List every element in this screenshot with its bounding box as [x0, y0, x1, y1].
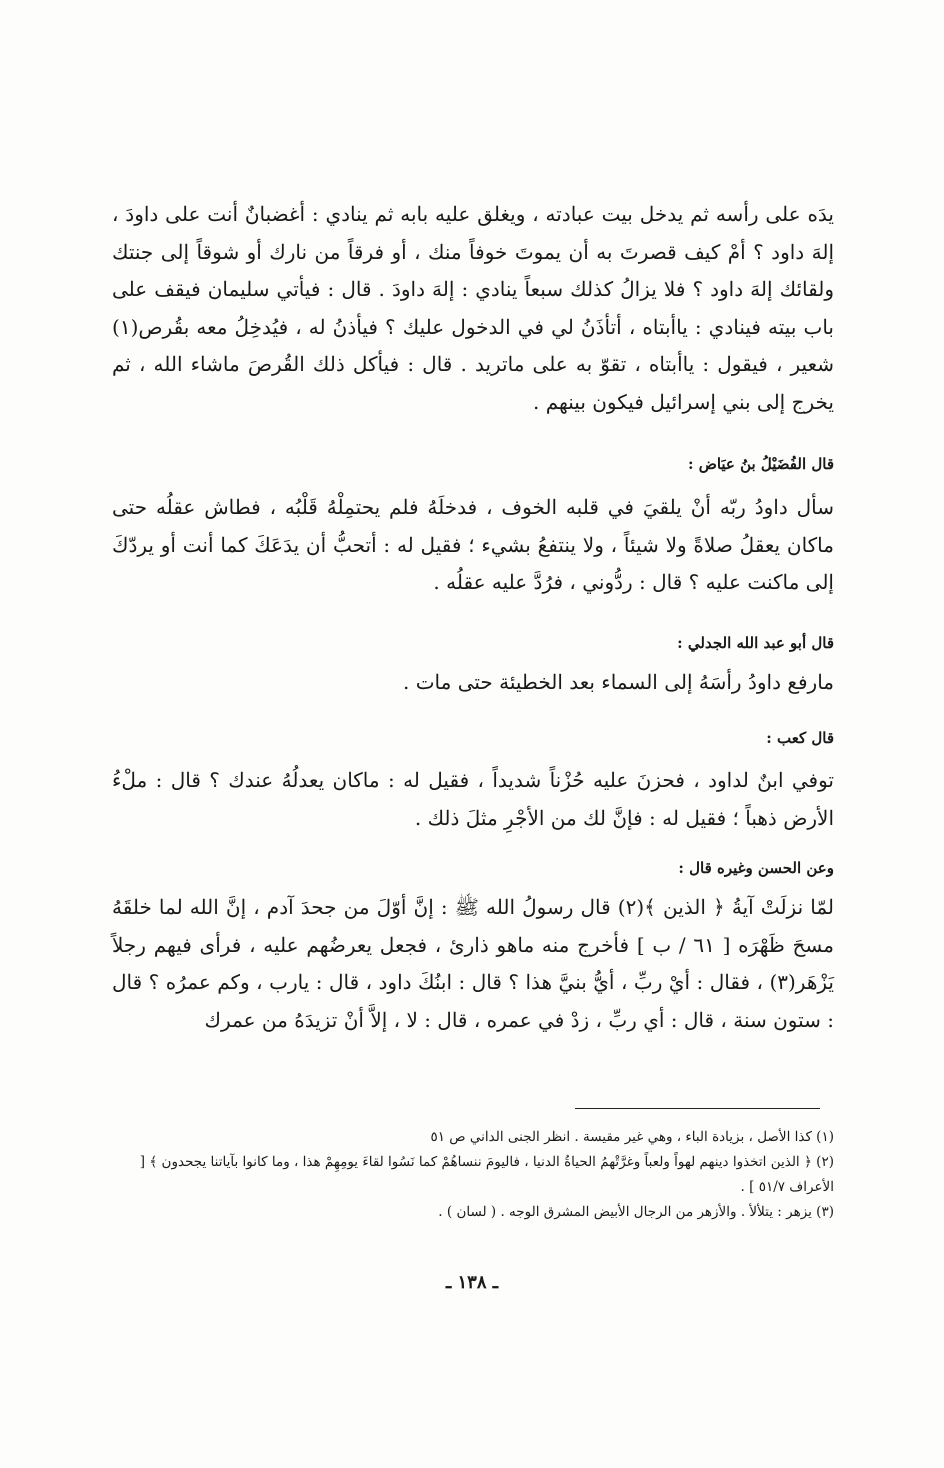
heading-fudayl-block — [112, 453, 834, 475]
footnote-1: (١) كذا الأصل ، بزيادة الباء ، وهي غير مقيسة . انظر الجنى الداني ص ٥١ — [430, 1129, 834, 1145]
paragraph-4: توفي ابنٌ لداود ، فحزنَ عليه حُزْناً شديداً ، فقيل له : ماكان يعدلُهُ عندك ؟ قال : ملْءُ الأرض ذهباً ؛ فقيل له : فإنَّ لك من الأجْرِ مثلَ ذلك . — [112, 768, 834, 830]
heading-hasan-block — [112, 857, 834, 879]
footnotes — [112, 1125, 834, 1225]
footnote-divider — [575, 1108, 820, 1109]
paragraph-4-block — [112, 762, 834, 837]
footnote-2: (٢) ﴿ الذين اتخذوا دينهم لهواً ولعباً وغرَّتْهمُ الحياةُ الدنيا ، فاليومَ ننساهُمْ كما نَسُوا لقاءَ يومِهِمْ هذا ، وما كانوا بآياتنا يجحدون ﴾ [ الأعراف ٥١/٧ ] . — [139, 1154, 834, 1195]
paragraph-2: سأل داودُ ربّه أنْ يلقيَ في قلبه الخوف ، فدخلَهُ فلم يحتمِلْهُ قَلْبُه ، فطاش عقلُه حتى ماكان يعقلُ صلاةً ولا شيئاً ، ولا ينتفعُ بشيء ؛ فقيل له : أتحبُّ أن يدَعَكَ كما أنت أو يردّكَ إلى ماكنت عليه ؟ قال : ردُّوني ، فرُدَّ عليه عقلُه . — [112, 495, 834, 594]
paragraph-5: لمّا نزلَتْ آيةُ ﴿ الذين ﴾(٢) قال رسولُ الله ﷺ : إنَّ أوّلَ من جحدَ آدم ، إنَّ الله لما خلقَهُ مسحَ ظَهْرَه [ ٦١ / ب ] فأخرج منه ماهو ذارئ ، فجعل يعرضُهم عليه ، فرأى فيهم رجلاً يَزْهَر(٣) ، فقال : أيْ ربِّ ، أيُّ بنيَّ هذا ؟ قال : ابنُكَ داود ، قال : يارب ، وكم عمرُه ؟ قال : ستون سنة ، قال : أي ربِّ ، زدْ في عمره ، قال : لا ، إلاَّ أنْ تزيدَهُ من عمرك — [112, 895, 834, 1032]
paragraph-1-block — [112, 196, 834, 421]
heading-abu-abdullah-block — [112, 632, 834, 654]
heading-abu-abdullah: قال أبو عبد الله الجدلي : — [677, 634, 834, 652]
paragraph-5-block — [112, 889, 834, 1039]
heading-fudayl: قال الفُضَيْلُ بنُ عيَاض : — [687, 455, 834, 473]
paragraph-3: مارفع داودُ رأسَهُ إلى السماء بعد الخطيئة حتى مات . — [402, 670, 834, 694]
paragraph-3-block — [112, 664, 834, 702]
paragraph-2-block — [112, 489, 834, 602]
page-number: ـ ١٣٨ ـ — [445, 1272, 499, 1293]
heading-kaab-block — [112, 727, 834, 749]
paragraph-1: يدَه على رأسه ثم يدخل بيت عبادته ، ويغلق عليه بابه ثم ينادي : أغضبانٌ أنت على داودَ ، إلهَ داود ؟ أمْ كيف قصرتَ به أن يموتَ خوفاً منك ، أو فرقاً من نارك أو شوقاً إلى جنتك ولقائك إلهَ داود ؟ فلا يزالُ كذلك سبعاً ينادي : إلهَ داودَ . قال : فيأتي سليمان فيقف على باب بيته فينادي : ياأبتاه ، أتأذَنُ لي في الدخول عليك ؟ فيأذنُ له ، فيُدخِلُ معه بقُرص(١) شعير ، فيقول : ياأبتاه ، تقوّ به على ماتريد . قال : فيأكل ذلك القُرصَ ماشاء الله ، ثم يخرج إلى بني إسرائيل فيكون بينهم . — [112, 202, 834, 414]
heading-hasan: وعن الحسن وغيره قال : — [678, 859, 834, 877]
heading-kaab: قال كعب : — [766, 729, 834, 747]
footnote-3: (٣) يزهر : يتلألأ . والأزهر من الرجال الأبيض المشرق الوجه . ( لسان ) . — [438, 1204, 834, 1220]
